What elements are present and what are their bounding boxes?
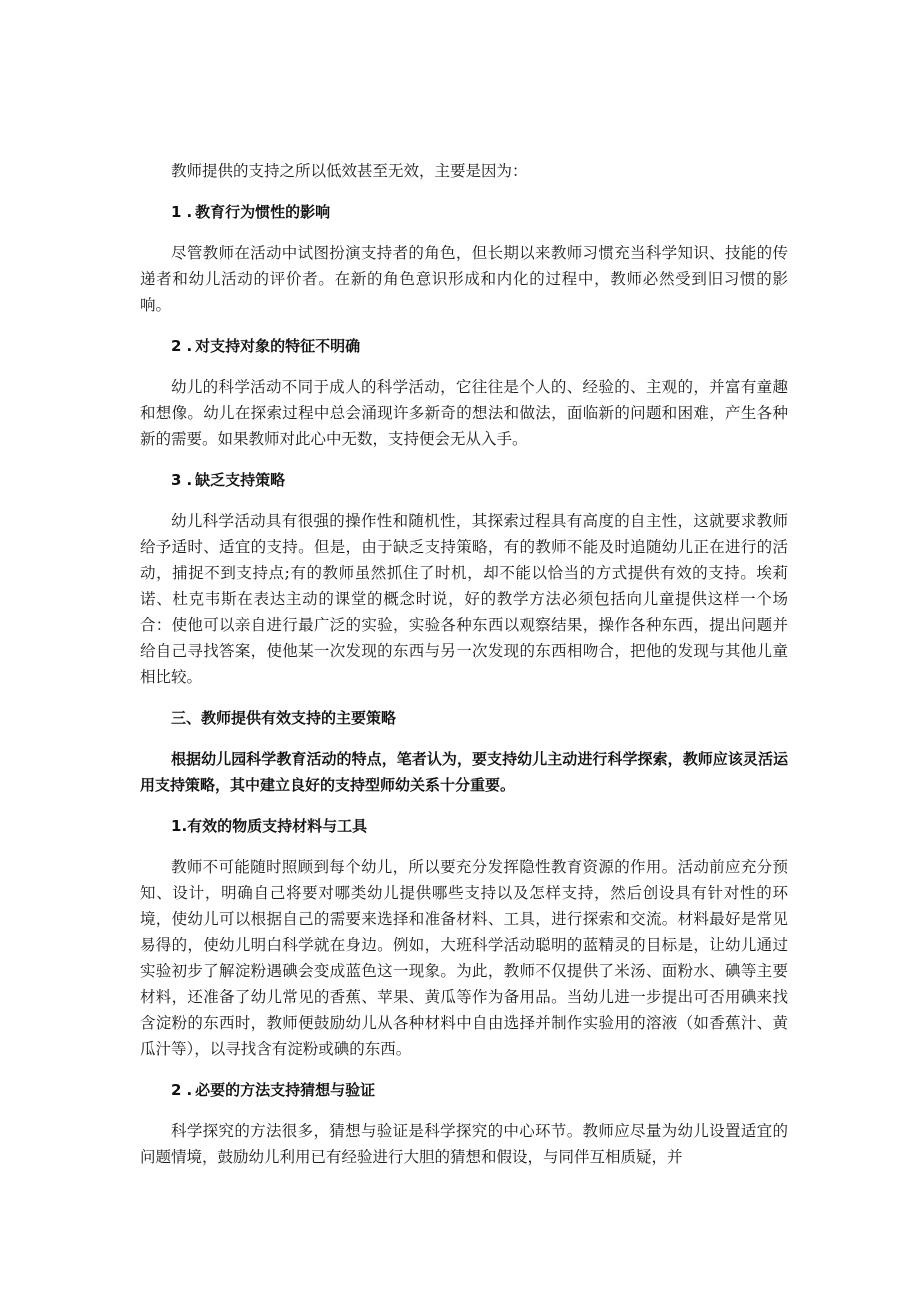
part-three-lead: 根据幼儿园科学教育活动的特点，笔者认为，要支持幼儿主动进行科学探索，教师应该灵活运用支持策略，其中建立良好的支持型师幼关系十分重要。 bbox=[140, 750, 788, 794]
section-2-separator: . bbox=[186, 337, 193, 355]
section-1-heading bbox=[171, 200, 788, 224]
section-2-title: 对支持对象的特征不明确 bbox=[195, 337, 361, 355]
section-1-body: 尽管教师在活动中试图扮演支持者的角色，但长期以来教师习惯充当科学知识、技能的传递者和幼儿活动的评价者。在新的角色意识形成和内化的过程中，教师必然受到旧习惯的影响。 bbox=[140, 244, 788, 314]
section-1-title: 教育行为惯性的影响 bbox=[195, 203, 331, 221]
section-3-heading bbox=[171, 468, 788, 492]
section-2-heading bbox=[171, 334, 788, 358]
strategy-2-title: 必要的方法支持猜想与验证 bbox=[195, 1081, 376, 1099]
section-3-separator: . bbox=[186, 471, 193, 489]
section-1-separator: . bbox=[186, 203, 193, 221]
strategy-1-number: 1 bbox=[171, 817, 182, 835]
part-three-heading: 三、教师提供有效支持的主要策略 bbox=[171, 709, 397, 727]
section-3-number: 3 bbox=[171, 471, 182, 489]
section-2-body: 幼儿的科学活动不同于成人的科学活动，它往往是个人的、经验的、主观的，并富有童趣和想像。幼儿在探索过程中总会涌现许多新奇的想法和做法，面临新的问题和困难，产生各种新的需要。如果教师对此心中无数，支持便会无从入手。 bbox=[140, 378, 788, 448]
strategy-2-separator: . bbox=[186, 1081, 193, 1099]
section-3-title: 缺乏支持策略 bbox=[195, 471, 286, 489]
document-page bbox=[140, 158, 788, 1186]
strategy-1-body: 教师不可能随时照顾到每个幼儿，所以要充分发挥隐性教育资源的作用。活动前应充分预知、设计，明确自己将要对哪类幼儿提供哪些支持以及怎样支持，然后创设具有针对性的环境，使幼儿可以根据自己的需要来选择和准备材料、工具，进行探索和交流。材料最好是常见易得的，使幼儿明白科学就在身边。例如，大班科学活动聪明的蓝精灵的目标是，让幼儿通过实验初步了解淀粉遇碘会变成蓝色这一现象。为此，教师不仅提供了米汤、面粉水、碘等主要材料，还准备了幼儿常见的香蕉、苹果、黄瓜等作为备用品。当幼儿进一步提出可否用碘来找含淀粉的东西时，教师便鼓励幼儿从各种材料中自由选择并制作实验用的溶液（如香蕉汁、黄瓜汁等），以寻找含有淀粉或碘的东西。 bbox=[140, 858, 788, 1058]
strategy-2-number: 2 bbox=[171, 1081, 182, 1099]
strategy-1-separator: . bbox=[181, 817, 188, 835]
section-3-body: 幼儿科学活动具有很强的操作性和随机性，其探索过程具有高度的自主性，这就要求教师给予适时、适宜的支持。但是，由于缺乏支持策略，有的教师不能及时追随幼儿正在进行的活动，捕捉不到支持点;有的教师虽然抓住了时机，却不能以恰当的方式提供有效的支持。埃莉诺、杜克韦斯在表达主动的课堂的概念时说，好的教学方法必须包括向儿童提供这样一个场合：使他可以亲自进行最广泛的实验，实验各种东西以观察结果，操作各种东西，提出问题并给自己寻找答案，使他某一次发现的东西与另一次发现的东西相吻合，把他的发现与其他儿童相比较。 bbox=[140, 512, 788, 686]
intro-paragraph: 教师提供的支持之所以低效甚至无效，主要是因为： bbox=[171, 162, 528, 180]
strategy-1-title: 有效的物质支持材料与工具 bbox=[187, 817, 368, 835]
section-2-number: 2 bbox=[171, 337, 182, 355]
section-1-number: 1 bbox=[171, 203, 182, 221]
strategy-1-heading bbox=[171, 814, 788, 838]
strategy-2-heading bbox=[171, 1078, 788, 1102]
strategy-2-body: 科学探究的方法很多，猜想与验证是科学探究的中心环节。教师应尽量为幼儿设置适宜的问题情境，鼓励幼儿利用已有经验进行大胆的猜想和假设，与同伴互相质疑，并 bbox=[140, 1122, 788, 1166]
